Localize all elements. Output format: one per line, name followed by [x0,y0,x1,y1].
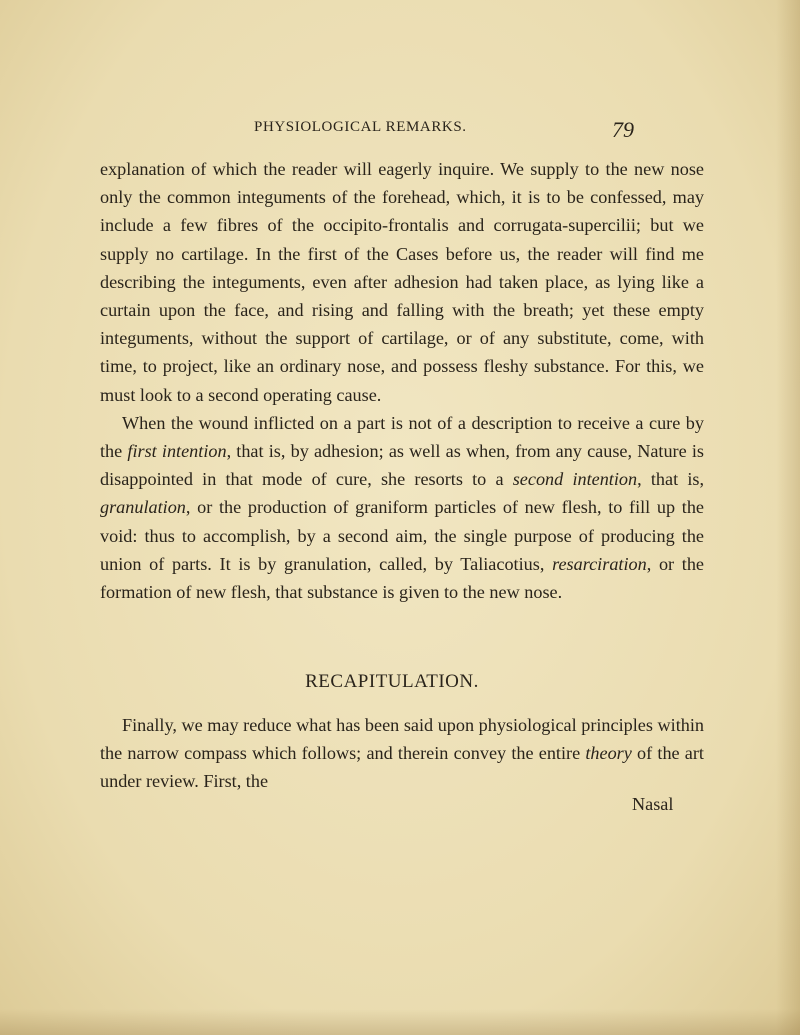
paragraph-2-text-4: , or the production of graniform particles of new flesh, to fill up the void: thus to accomplish, by a second aim, the single purpose of producing the union of parts. It is by granulation, called, by Taliacotius, [100,497,704,574]
body-text-recapitulation [100,711,704,796]
paragraph-3-italic-1: theory [585,743,632,764]
paragraph-2-italic-3: granulation [100,497,186,518]
paragraph-2 [100,409,704,606]
paragraph-2-italic-4: resarciration [552,553,647,574]
running-head: PHYSIOLOGICAL REMARKS. [254,119,467,135]
section-heading [0,671,800,693]
paragraph-2-text-3: , that is, [637,469,705,490]
paragraph-2-text-5: , or the formation of new flesh, that substance is given to the new nose. [100,553,704,603]
paragraph-1: explanation of which the reader will eagerly inquire. We supply to the new nose only the common integuments of the forehead, which, it is to be confessed, may include a few fibres of the occipito-frontalis and corrugata-supercilii; but we supply no cartilage. In the first of the Cases before us, the reader will find me describing the integuments, even after adhesion had taken place, as lying like a curtain upon the face, and rising and falling with the breath; yet these empty integuments, without the support of cartilage, or of any substitute, come, with time, to project, like an ordinary nose, and possess fleshy substance. For this, we must look to a second operating cause. [100,159,704,405]
paragraph-3-text-1: Finally, we may reduce what has been said upon physiological principles within the narrow compass which follows; and therein convey the entire [100,715,704,764]
page-header [0,117,800,147]
paragraph-3 [100,711,704,796]
section-heading-text: RECAPITULATION. [305,671,479,692]
paragraph-2-text-2: , that is, by adhesion; as well as when, from any cause, Nature is disappointed in that mode of cure, she resorts to a [100,441,704,490]
paragraph-3-text-2: of the art under review. First, the [100,743,704,792]
page-bottom-shadow [0,1009,800,1035]
catchword: Nasal [632,794,674,814]
paragraph-2-italic-1: first intention [127,441,227,462]
page-number: 79 [612,117,634,142]
paragraph-2-text-1: When the wound inflicted on a part is not of a description to receive a cure by the [100,412,704,462]
body-text [100,155,704,606]
paragraph-2-italic-2: second intention [512,469,638,490]
page-edge-shadow [776,0,800,1035]
